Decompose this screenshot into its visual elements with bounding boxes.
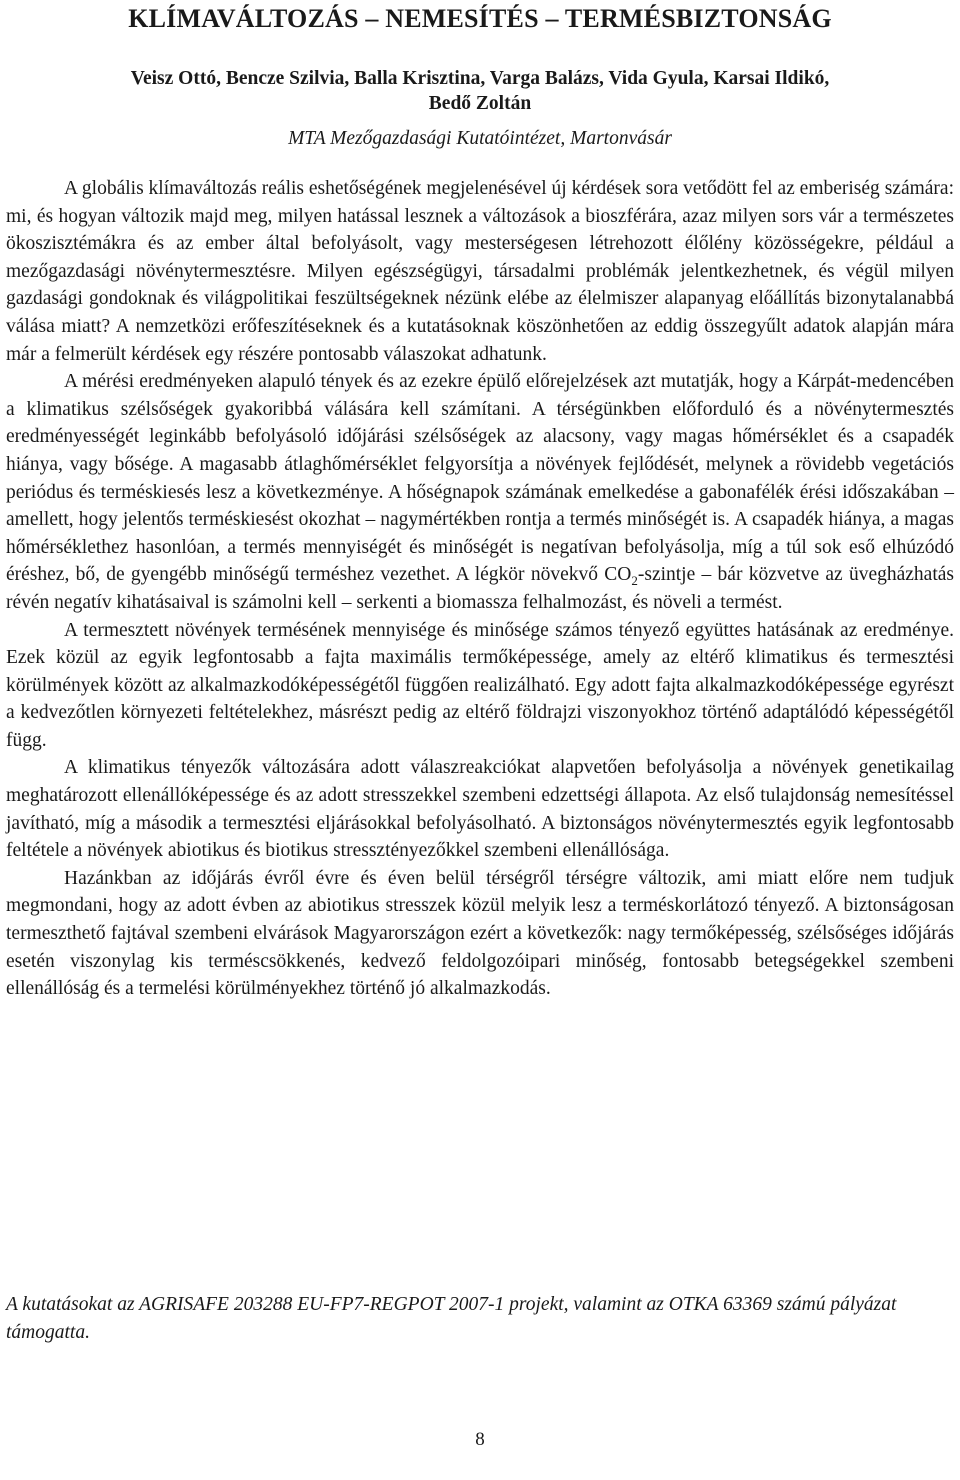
- paragraph-5: Hazánkban az időjárás évről évre és éven belül térségről térségre változik, ami miatt előre nem tudjuk megmondani, hogy az adott évben az abiotikus stresszek közül melyik lesz a terméskorlátozó tényező. A biztonságosan termeszthető fajtával szembeni elvárások Magyarországon ezért a következők: nagy termőképesség, szélsőséges időjárás esetén viszonylag kis terméscsökkenés, kedvező feldolgozóipari minőség, fontosabb betegségekkel szembeni ellenállóság és a termelési körülményekhez történő jó alkalmazkodás.: [6, 867, 954, 1000]
- co2-subscript: 2: [631, 573, 638, 589]
- authors-line-2: Bedő Zoltán: [428, 93, 532, 114]
- article-body: [6, 175, 954, 1003]
- article-title: KLÍMAVÁLTOZÁS – NEMESÍTÉS – TERMÉSBIZTONSÁG: [128, 4, 832, 33]
- paragraph-2-part-1: A mérési eredményeken alapuló tények és az ezekre épülő előrejelzések azt mutatják, hogy a Kárpát-medencében a klimatikus szélsőségek gyakoribbá válására kell számítani. A térségünkben előforduló és a növénytermesztés eredményességét leginkább befolyásoló időjárási szélsőségek az alacsony, vagy magas hőmérséklet és a csapadék hiánya, vagy bősége. A magasabb átlaghőmérséklet felgyorsítja a növények fejlődését, melynek a rövidebb vegetációs periódus és terméskiesés lesz a következménye. A hőségnapok számának emelkedése a gabonafélék érési időszakában – amellett, hogy jelentős terméskiesést okozhat – nagymértékben rontja a termés minőségét is. A csapadék hiánya, a magas hőmérséklethez hasonlóan, a termés mennyiségét és minőségét is negatívan befolyásolja, míg a túl sok eső elhúzódó éréshez, bő, de gyengébb minőségű terméshez vezethet. A légkör növekvő CO: [6, 371, 954, 586]
- paragraph-2: [6, 368, 954, 616]
- page-number: 8: [475, 1429, 485, 1450]
- paragraph-3: A termesztett növények termésének mennyisége és minősége számos tényező együttes hatásának az eredménye. Ezek közül az egyik legfontosabb a fajta maximális termőképessége, amely az eltérő klimatikus és termesztési körülmények között az alkalmazkodóképességétől függően realizálható. Egy adott fajta alkalmazkodóképessége egyrészt a kedvezőtlen környezeti feltételekhez, másrészt pedig az eltérő földrajzi viszonyokhoz történő adaptálódó képességétől függ.: [6, 619, 954, 751]
- paragraph-2-part-2: -szintje – bár közvetve az üvegházhatás révén negatív kihatásaival is számolni kell – serkenti a biomassza felhalmozást, és növeli a termést.: [6, 564, 954, 613]
- paragraph-1: A globális klímaváltozás reális eshetőségének megjelenésével új kérdések sora vetődött fel az emberiség számára: mi, és hogyan változik majd meg, milyen hatással lesznek a változások a bioszférára, azaz milyen sors vár a természetes ökoszisztémákra és az ember által befolyásolt, vagy mesterségesen létrehozott élőlény közösségekre, például a mezőgazdasági növénytermesztésre. Milyen egészségügyi, társadalmi problémák jelentkezhetnek, és végül milyen gazdasági gondoknak és világpolitikai feszültségeknek nézünk elébe az élelmiszer alapanyag előállítás bizonytalanabbá válása miatt? A nemzetközi erőfeszítéseknek és a kutatásoknak köszönhetően az eddig összegyűlt adatok alapján mára már a felmerült kérdések egy részére pontosabb válaszokat adhatunk.: [6, 178, 954, 365]
- paragraph-4: A klimatikus tényezők változására adott válaszreakciókat alapvetően befolyásolja a növények genetikailag meghatározott ellenállóképessége és az adott stresszekkel szembeni edzettségi állapota. Az első tulajdonság nemesítéssel javítható, míg a második a termesztési eljárásokkal befolyásolható. A biztonságos növénytermesztés egyik legfontosabb feltétele a növények abiotikus és biotikus stressztényezőkkel szembeni ellenállósága.: [6, 757, 954, 862]
- author-list: [6, 66, 954, 116]
- affiliation: MTA Mezőgazdasági Kutatóintézet, Martonvásár: [288, 128, 672, 149]
- acknowledgement: A kutatásokat az AGRISAFE 203288 EU-FP7-REGPOT 2007-1 projekt, valamint az OTKA 63369 számú pályázat támogatta.: [6, 1294, 897, 1343]
- authors-line-1: Veisz Ottó, Bencze Szilvia, Balla Krisztina, Varga Balázs, Vida Gyula, Karsai Ildikó,: [130, 68, 830, 89]
